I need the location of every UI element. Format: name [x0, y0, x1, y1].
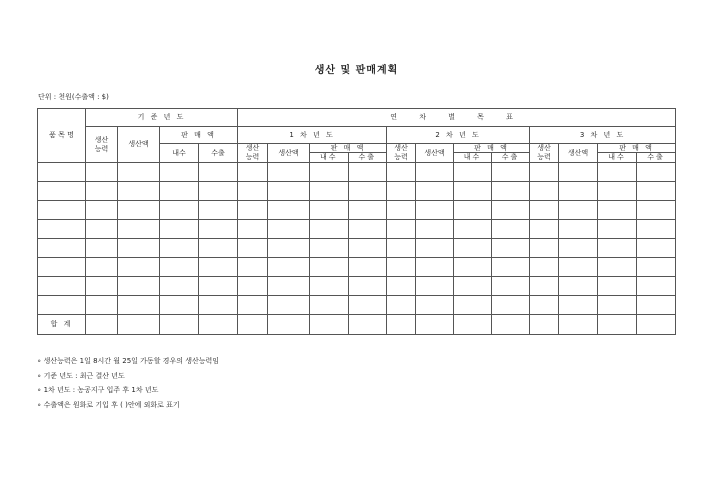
value-cell[interactable]: [118, 182, 160, 201]
value-cell[interactable]: [199, 220, 238, 239]
value-cell[interactable]: [416, 163, 454, 182]
notes-list: [37, 354, 219, 412]
value-cell[interactable]: [416, 182, 454, 201]
value-cell[interactable]: [387, 277, 416, 296]
value-cell[interactable]: [310, 220, 349, 239]
value-cell[interactable]: [349, 258, 387, 277]
value-cell[interactable]: [492, 220, 530, 239]
value-cell[interactable]: [86, 296, 118, 315]
sales-header: 판 매 액: [160, 127, 238, 144]
year-2-capacity-header: [387, 144, 416, 163]
item-name-cell[interactable]: [38, 163, 86, 182]
value-cell[interactable]: [349, 201, 387, 220]
value-cell[interactable]: [268, 277, 310, 296]
total-cell[interactable]: [199, 315, 238, 335]
value-cell[interactable]: [637, 239, 676, 258]
value-cell[interactable]: [118, 296, 160, 315]
value-cell[interactable]: [454, 258, 492, 277]
note-item: ∘ 수출액은 원화로 기입 후 ( )안에 외화로 표기: [37, 400, 180, 409]
value-cell[interactable]: [118, 258, 160, 277]
value-cell[interactable]: [86, 201, 118, 220]
production-sales-plan-table: [37, 108, 676, 335]
value-cell[interactable]: [637, 258, 676, 277]
value-cell[interactable]: [387, 239, 416, 258]
value-cell[interactable]: [160, 220, 199, 239]
value-cell[interactable]: [454, 163, 492, 182]
value-cell[interactable]: [559, 201, 598, 220]
value-cell[interactable]: [454, 239, 492, 258]
item-name-cell[interactable]: [38, 182, 86, 201]
capacity-header: [86, 127, 118, 163]
year-3-capacity-header: [530, 144, 559, 163]
value-cell[interactable]: [199, 258, 238, 277]
item-name-cell[interactable]: [38, 277, 86, 296]
total-cell[interactable]: [416, 315, 454, 335]
production-header: 생산액: [118, 127, 160, 163]
value-cell[interactable]: [199, 239, 238, 258]
value-cell[interactable]: [598, 201, 637, 220]
year-1-header: 1 차 년 도: [238, 127, 387, 144]
table-row: [38, 201, 676, 220]
value-cell[interactable]: [118, 220, 160, 239]
year-3-sales-header: [598, 144, 676, 163]
value-cell[interactable]: [199, 277, 238, 296]
value-cell[interactable]: [310, 201, 349, 220]
item-name-header: 품 목 명: [38, 109, 86, 163]
note-item: ∘ 1차 년도 : 농공지구 입주 후 1차 년도: [37, 386, 159, 394]
value-cell[interactable]: [530, 163, 559, 182]
value-cell[interactable]: [387, 258, 416, 277]
total-cell[interactable]: [530, 315, 559, 335]
total-cell[interactable]: [598, 315, 637, 335]
value-cell[interactable]: [492, 258, 530, 277]
value-cell[interactable]: [349, 163, 387, 182]
value-cell[interactable]: [349, 239, 387, 258]
export-label: 수출: [501, 153, 520, 161]
value-cell[interactable]: [238, 258, 268, 277]
table-row: [38, 220, 676, 239]
value-cell[interactable]: [118, 277, 160, 296]
value-cell[interactable]: [598, 220, 637, 239]
export-label: 수출: [647, 153, 665, 161]
value-cell[interactable]: [268, 201, 310, 220]
value-cell[interactable]: [310, 258, 349, 277]
page-title: 생산 및 판매계획: [314, 65, 399, 76]
capacity-label: 생산 능력: [245, 144, 260, 161]
value-cell[interactable]: [160, 277, 199, 296]
value-cell[interactable]: [559, 239, 598, 258]
value-cell[interactable]: [310, 239, 349, 258]
value-cell[interactable]: [416, 220, 454, 239]
value-cell[interactable]: [199, 163, 238, 182]
value-cell[interactable]: [530, 296, 559, 315]
value-cell[interactable]: [238, 201, 268, 220]
table-row: [38, 182, 676, 201]
value-cell[interactable]: [310, 163, 349, 182]
value-cell[interactable]: [160, 182, 199, 201]
total-cell[interactable]: [238, 315, 268, 335]
total-cell[interactable]: [454, 315, 492, 335]
value-cell[interactable]: [160, 163, 199, 182]
value-cell[interactable]: [637, 296, 676, 315]
value-cell[interactable]: [86, 239, 118, 258]
value-cell[interactable]: [637, 182, 676, 201]
table-row: [38, 277, 676, 296]
value-cell[interactable]: [454, 182, 492, 201]
value-cell[interactable]: [492, 239, 530, 258]
value-cell[interactable]: [349, 277, 387, 296]
value-cell[interactable]: [454, 296, 492, 315]
value-cell[interactable]: [454, 220, 492, 239]
value-cell[interactable]: [349, 220, 387, 239]
value-cell[interactable]: [598, 296, 637, 315]
yearly-target-header: 연 차 별 목 표: [238, 109, 676, 127]
domestic-header: 내수: [160, 144, 199, 163]
value-cell[interactable]: [530, 220, 559, 239]
value-cell[interactable]: [86, 258, 118, 277]
table-row: [38, 258, 676, 277]
value-cell[interactable]: [416, 239, 454, 258]
value-cell[interactable]: [199, 182, 238, 201]
value-cell[interactable]: [530, 258, 559, 277]
value-cell[interactable]: [492, 163, 530, 182]
value-cell[interactable]: [160, 239, 199, 258]
value-cell[interactable]: [559, 296, 598, 315]
value-cell[interactable]: [387, 163, 416, 182]
value-cell[interactable]: [416, 296, 454, 315]
year-1-sales-header: [310, 144, 387, 163]
value-cell[interactable]: [387, 182, 416, 201]
item-name-cell[interactable]: [38, 296, 86, 315]
value-cell[interactable]: [86, 163, 118, 182]
value-cell[interactable]: [416, 258, 454, 277]
total-cell[interactable]: [160, 315, 199, 335]
value-cell[interactable]: [238, 182, 268, 201]
value-cell[interactable]: [268, 239, 310, 258]
capacity-label: 생산 능력: [94, 135, 109, 153]
value-cell[interactable]: [454, 201, 492, 220]
value-cell[interactable]: [530, 277, 559, 296]
value-cell[interactable]: [559, 182, 598, 201]
year-3-production-header: 생산액: [559, 144, 598, 163]
value-cell[interactable]: [238, 220, 268, 239]
total-cell[interactable]: [349, 315, 387, 335]
value-cell[interactable]: [118, 201, 160, 220]
sales-label: 판 매 액: [310, 144, 386, 153]
value-cell[interactable]: [598, 277, 637, 296]
capacity-label: 생산 능력: [537, 144, 551, 161]
value-cell[interactable]: [598, 163, 637, 182]
value-cell[interactable]: [559, 163, 598, 182]
value-cell[interactable]: [530, 201, 559, 220]
year-3-header: 3 차 년 도: [530, 127, 676, 144]
total-cell[interactable]: [387, 315, 416, 335]
value-cell[interactable]: [268, 182, 310, 201]
total-label: 합 계: [38, 315, 86, 335]
value-cell[interactable]: [454, 277, 492, 296]
domestic-label: 내수: [310, 153, 349, 162]
value-cell[interactable]: [118, 239, 160, 258]
year-1-production-header: 생산액: [268, 144, 310, 163]
value-cell[interactable]: [637, 220, 676, 239]
value-cell[interactable]: [530, 182, 559, 201]
item-name-cell[interactable]: [38, 239, 86, 258]
value-cell[interactable]: [86, 277, 118, 296]
export-header: 수출: [199, 144, 238, 163]
note-item: ∘ 생산능력은 1일 8시간 월 25일 가동할 경우의 생산능력임: [37, 357, 219, 365]
value-cell[interactable]: [637, 163, 676, 182]
sales-label: 판 매 액: [598, 144, 675, 153]
item-name-cell[interactable]: [38, 220, 86, 239]
value-cell[interactable]: [387, 296, 416, 315]
item-name-cell[interactable]: [38, 201, 86, 220]
value-cell[interactable]: [530, 239, 559, 258]
total-cell[interactable]: [118, 315, 160, 335]
value-cell[interactable]: [598, 258, 637, 277]
value-cell[interactable]: [86, 182, 118, 201]
note-item: ∘ 기준 년도 : 최근 결산 년도: [37, 371, 125, 380]
total-cell[interactable]: [492, 315, 530, 335]
domestic-label: 내수: [454, 153, 492, 162]
value-cell[interactable]: [559, 220, 598, 239]
value-cell[interactable]: [492, 277, 530, 296]
capacity-label: 생산 능력: [394, 144, 408, 161]
value-cell[interactable]: [416, 277, 454, 296]
value-cell[interactable]: [492, 296, 530, 315]
year-2-header: 2 차 년 도: [387, 127, 530, 144]
value-cell[interactable]: [310, 182, 349, 201]
value-cell[interactable]: [559, 277, 598, 296]
value-cell[interactable]: [268, 163, 310, 182]
value-cell[interactable]: [416, 201, 454, 220]
value-cell[interactable]: [637, 201, 676, 220]
value-cell[interactable]: [387, 220, 416, 239]
year-2-production-header: 생산액: [416, 144, 454, 163]
item-name-cell[interactable]: [38, 258, 86, 277]
value-cell[interactable]: [160, 296, 199, 315]
table-row: [38, 163, 676, 182]
value-cell[interactable]: [199, 201, 238, 220]
year-1-capacity-header: [238, 144, 268, 163]
base-year-header: 기 준 년 도: [86, 109, 238, 127]
value-cell[interactable]: [598, 182, 637, 201]
value-cell[interactable]: [559, 258, 598, 277]
value-cell[interactable]: [199, 296, 238, 315]
export-label: 수출: [358, 153, 377, 161]
value-cell[interactable]: [492, 201, 530, 220]
value-cell[interactable]: [238, 296, 268, 315]
value-cell[interactable]: [310, 277, 349, 296]
unit-label: 단위 : 천원(수출액 : $): [38, 93, 109, 101]
value-cell[interactable]: [387, 201, 416, 220]
value-cell[interactable]: [238, 163, 268, 182]
value-cell[interactable]: [86, 220, 118, 239]
value-cell[interactable]: [238, 277, 268, 296]
total-cell[interactable]: [637, 315, 676, 335]
table-row: [38, 296, 676, 315]
value-cell[interactable]: [310, 296, 349, 315]
year-2-sales-header: [454, 144, 530, 163]
value-cell[interactable]: [268, 220, 310, 239]
value-cell[interactable]: [598, 239, 637, 258]
value-cell[interactable]: [349, 182, 387, 201]
table-row: [38, 239, 676, 258]
domestic-label: 내수: [598, 153, 637, 162]
value-cell[interactable]: [637, 277, 676, 296]
total-cell[interactable]: [268, 315, 310, 335]
value-cell[interactable]: [492, 182, 530, 201]
value-cell[interactable]: [160, 258, 199, 277]
value-cell[interactable]: [349, 296, 387, 315]
total-cell[interactable]: [310, 315, 349, 335]
total-cell[interactable]: [559, 315, 598, 335]
value-cell[interactable]: [160, 201, 199, 220]
value-cell[interactable]: [238, 239, 268, 258]
sales-label: 판 매 액: [454, 144, 529, 153]
value-cell[interactable]: [268, 296, 310, 315]
value-cell[interactable]: [118, 163, 160, 182]
value-cell[interactable]: [268, 258, 310, 277]
total-cell[interactable]: [86, 315, 118, 335]
